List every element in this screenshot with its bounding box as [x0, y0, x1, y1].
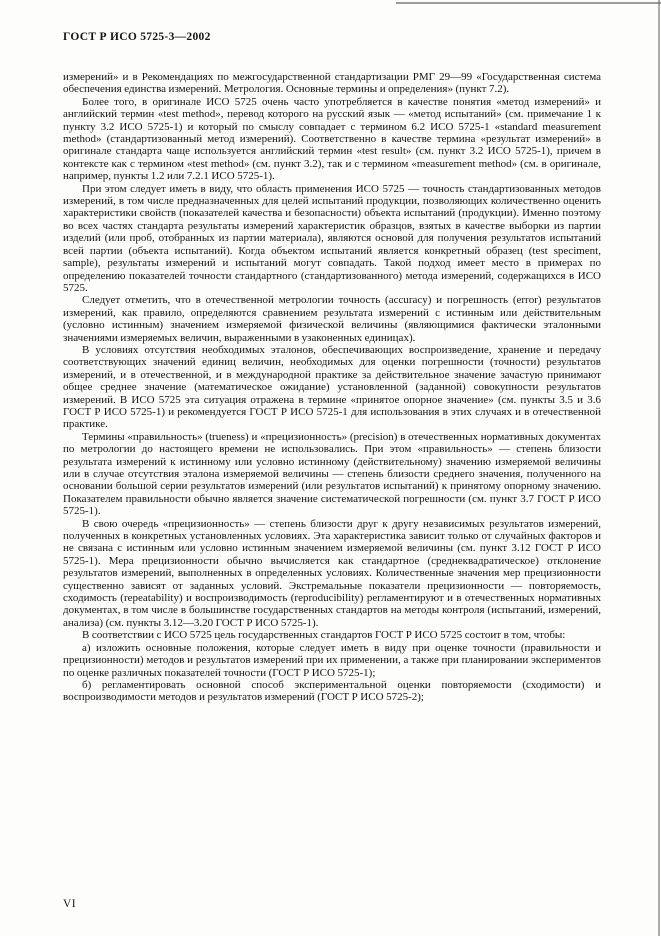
- list-item-a: а) изложить основные положения, которые следует иметь в виду при оценке точности (правильности и прецизионности) методов и результатов измерений при их применении, а также при планировании экспериментов по оценке различных показателей точности (ГОСТ Р ИСО 5725-1);: [63, 641, 601, 679]
- paragraph: В свою очередь «прецизионность» — степень близости друг к другу независимых результатов измерений, полученных в конкретных установленных условиях. Эта характеристика зависит только от случайных факторов и не связана с истинным или условно истинным значением измеряемой величины (см. пункт 3.12 ГОСТ Р ИСО 5725-1). Мера прецизионности обычно вычисляется как стандартное (среднеквадратическое) отклонение результатов измерений, выполненных в определенных условиях. Количественные значения мер прецизионности существенно зависят от заданных условий. Экстремальные показатели прецизионности — повторяемость, сходимость (repeatability) и воспроизводимость (reproducibility) регламентируют и в отечественных нормативных документах, в том числе в большинстве государственных стандартов на методы контроля (испытаний, измерений, анализа) (см. пункты 3.12—3.20 ГОСТ Р ИСО 5725-1).: [63, 517, 601, 629]
- scan-artifact-right: [658, 0, 660, 936]
- page-number: VI: [63, 898, 77, 910]
- paragraph: При этом следует иметь в виду, что область применения ИСО 5725 — точность стандартизованных методов измерений, в том числе предназначенных для целей испытаний продукции, позволяющих количественно оценить характеристики свойств (показателей качества и безопасности) объекта испытаний (продукции). Именно поэтому во всех частях стандарта результаты измерений характеристик образцов, взятых в качестве выборки из партии изделий (или проб, отобранных из партии материала), являются основой для получения результатов испытаний всей партии (объекта испытаний). Когда объектом испытаний является конкретный образец (test speciment, sample), результаты измерений и испытаний могут совпадать. Такой подход имеет место в примерах по определению показателей точности стандартного (стандартизованного) метода измерений, содержащихся в ИСО 5725.: [63, 182, 601, 294]
- paragraph: Следует отметить, что в отечественной метрологии точность (accuracy) и погрешность (error) результатов измерений, как правило, определяются сравнением результата измерений с истинным или действительным (условно истинным) значением измеряемой физической величины (являющимися фактически эталонными значениями измеряемых величин, выраженными в узаконенных единицах).: [63, 294, 601, 344]
- paragraph-continuation: измерений» и в Рекомендациях по межгосударственной стандартизации РМГ 29—99 «Государственная система обеспечения единства измерений. Метрология. Основные термины и определения» (пункт 7.2).: [63, 71, 601, 96]
- paragraph: Термины «правильность» (trueness) и «прецизионность» (precision) в отечественных нормативных документах по метрологии до настоящего времени не использовались. При этом «правильность» — степень близости результата измерений к истинному или условно истинному (действительному) значению измеряемой величины или в случае отсутствия эталона измеряемой величины — степень близости среднего значения, полученного на основании большой серии результатов измерений (или результатов испытаний) к принятому опорному значению. Показателем правильности обычно является значение систематической погрешности (см. пункт 3.7 ГОСТ Р ИСО 5725-1).: [63, 430, 601, 518]
- list-item-b: б) регламентировать основной способ экспериментальной оценки повторяемости (сходимости) и воспроизводимости методов и результатов измерений (ГОСТ Р ИСО 5725-2);: [63, 678, 601, 704]
- document-header-code: ГОСТ Р ИСО 5725-3—2002: [63, 31, 211, 43]
- paragraph: В условиях отсутствия необходимых эталонов, обеспечивающих воспроизведение, хранение и передачу соответствующих значений единиц величин, необходимых для оценки погрешности (точности) результатов измерений, и в отечественной, и в международной практике за действительное значение зачастую принимают общее среднее значение (математическое ожидание) установленной (заданной) совокупности результатов измерений. В ИСО 5725 эта ситуация отражена в термине «принятое опорное значение» (см. пункты 3.5 и 3.6 ГОСТ Р ИСО 5725-1) и рекомендуется ГОСТ Р ИСО 5725-1 для использования в этих случаях и в отечественной практике.: [63, 343, 601, 431]
- paragraph: Более того, в оригинале ИСО 5725 очень часто употребляется в качестве понятия «метод измерений» и английский термин «test method», перевод которого на русский язык — «метод испытаний» (см. примечание 1 к пункту 3.2 ИСО 5725-1) и который по смыслу совпадает с термином 6.2 ИСО 5725-1 «standard measurement method» (стандартизованный метод измерений). Соответственно в качестве термина «результат измерений» в оригинале стандарта чаще используется английский термин «test result» (см. пункт 3.2 ИСО 5725-1), причем в контексте как с термином «test method» (см. пункт 3.2), так и с термином «measurement method» (см. в оригинале, например, пункты 1.2 или 7.2.1 ИСО 5725-1).: [63, 95, 601, 183]
- scan-artifact-top: [396, 2, 661, 4]
- paragraph: В соответствии с ИСО 5725 цель государственных стандартов ГОСТ Р ИСО 5725 состоит в том, чтобы:: [82, 629, 566, 642]
- document-body: [63, 71, 601, 704]
